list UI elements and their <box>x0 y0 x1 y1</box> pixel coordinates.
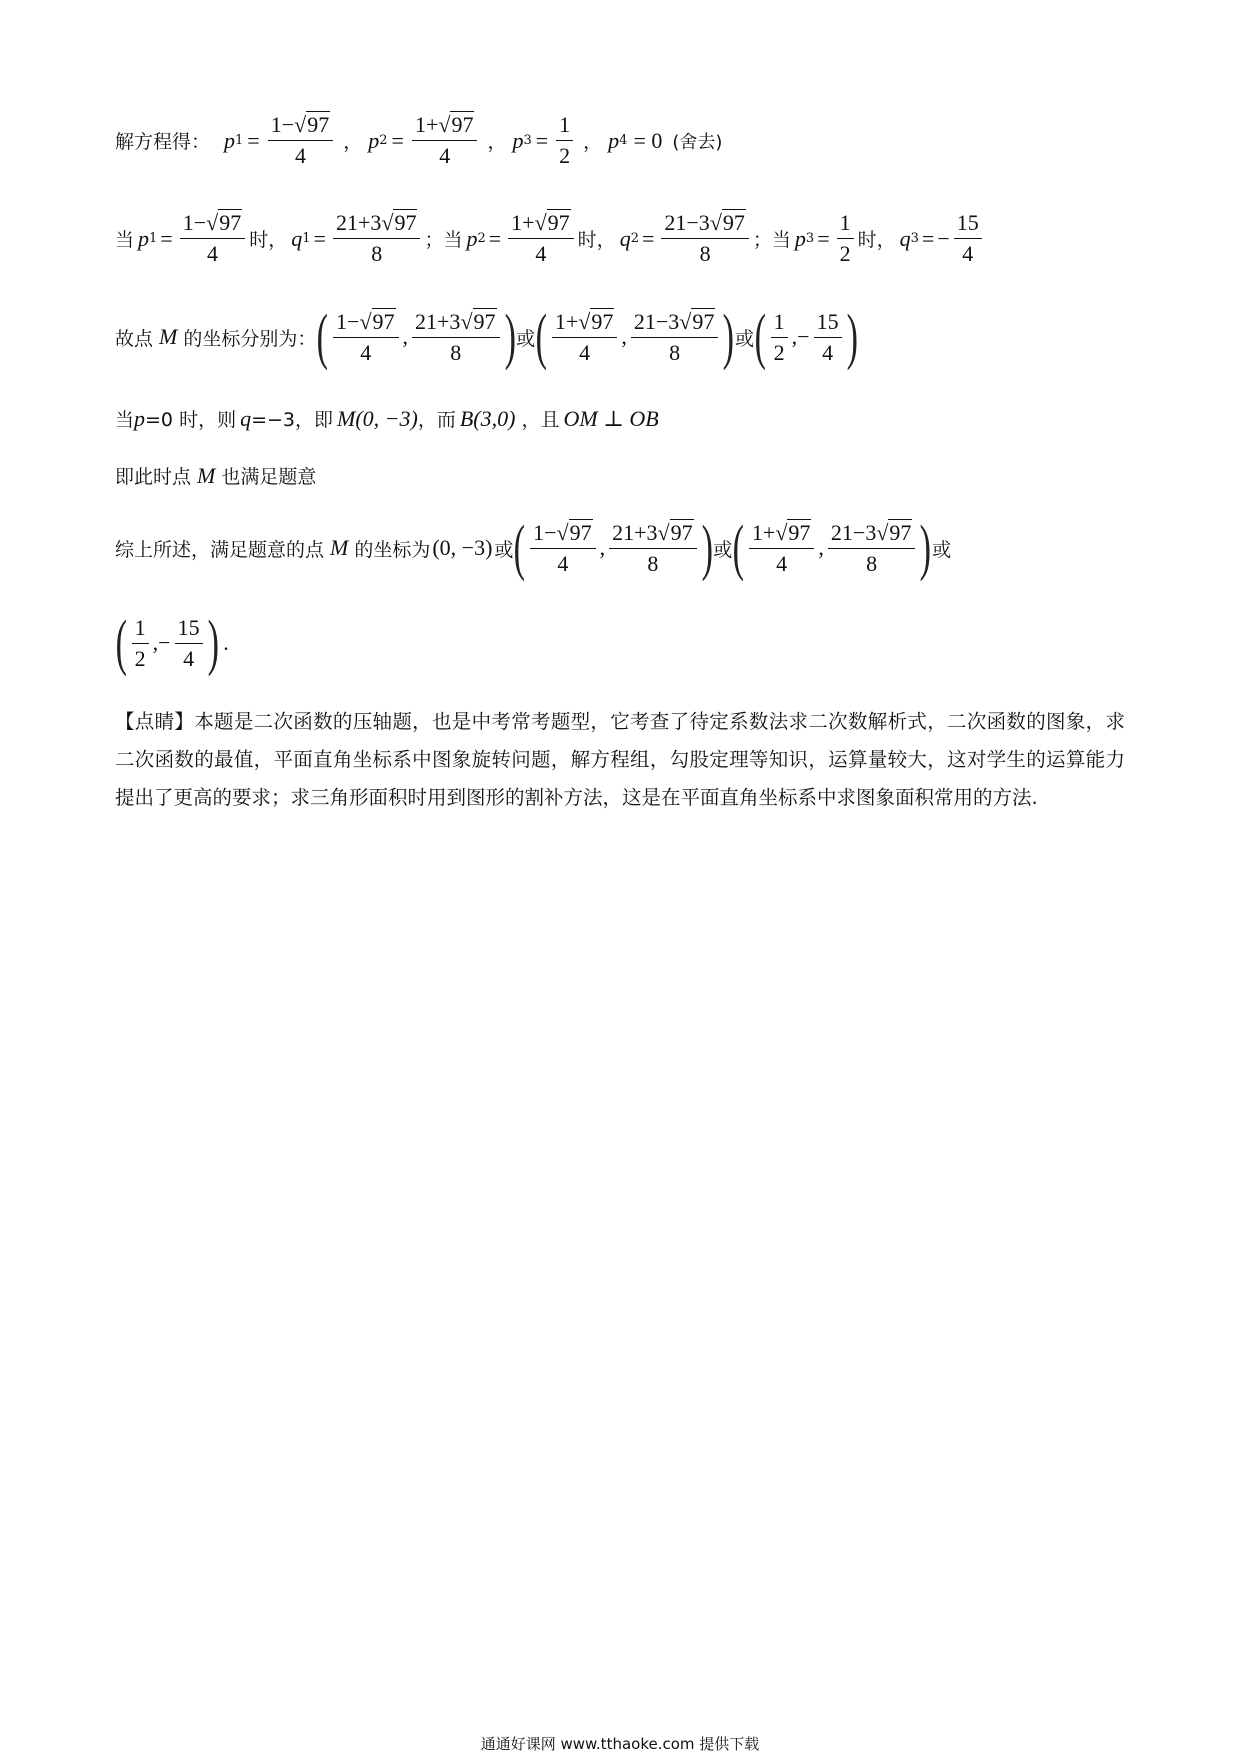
var-p3: p <box>512 127 524 153</box>
text-b: =0 时，则 <box>145 409 237 431</box>
fraction-c3x: $\frac{1}{2}$ <box>771 309 788 366</box>
paren-close: ) <box>920 514 932 582</box>
minus-sign: − <box>797 324 810 349</box>
comma: , <box>599 535 606 560</box>
fraction-f3: $\frac{1}{2}$ <box>837 210 854 267</box>
var-p: p <box>134 405 146 431</box>
fraction-c2x: $\frac{1+√97}{4}$ <box>749 520 815 577</box>
solution-line-7 <box>115 609 229 677</box>
fraction-c3y: $\frac{15}{4}$ <box>175 615 203 672</box>
equals: = <box>160 225 173 251</box>
var-M: M <box>197 462 216 488</box>
point-M: M(0, −3) <box>337 405 418 431</box>
paren-close: ) <box>504 303 516 371</box>
comma: ， <box>343 131 363 153</box>
text-when: 当 <box>771 229 791 251</box>
equals: = <box>817 225 830 251</box>
paren-open: ( <box>514 514 526 582</box>
paren-open: ( <box>115 609 128 677</box>
text-or: 或 <box>516 327 536 350</box>
minus-sign: − <box>937 225 950 251</box>
paren-close: ) <box>846 303 858 371</box>
text-time: 时， <box>857 229 896 251</box>
comma: , <box>818 535 824 560</box>
var-q3: q <box>899 225 911 251</box>
sub: 2 <box>477 231 486 246</box>
fraction-c1x: $\frac{1-√97}{4}$ <box>530 520 596 577</box>
fraction-f1: $\frac{1-√97}{4}$ <box>180 210 246 267</box>
point-B: B(3,0) <box>459 405 516 431</box>
fraction-g2: $\frac{21-3√97}{8}$ <box>661 210 749 267</box>
equals: = <box>247 127 260 153</box>
fraction-g3: $\frac{15}{4}$ <box>954 210 982 267</box>
point-origin: (0, −3) <box>432 535 493 560</box>
text-c: =−3，即 <box>251 409 334 431</box>
fraction-f2: $\frac{1+√97}{4}$ <box>508 210 574 267</box>
sub-1: 1 <box>235 133 244 148</box>
comma: , <box>621 324 627 349</box>
paren-open: ( <box>535 303 548 371</box>
fraction-g1: $\frac{21+3√97}{8}$ <box>333 210 421 267</box>
comma: ， <box>583 131 603 153</box>
fraction-c1x: $\frac{1-√97}{4}$ <box>333 309 399 366</box>
fraction-c1y: $\frac{21+3√97}{8}$ <box>609 520 697 577</box>
semicolon: ； <box>752 229 772 251</box>
page-footer: 通通好课网 www.tthaoke.com 提供下载 <box>480 1735 760 1753</box>
solution-line-5 <box>115 462 316 489</box>
fraction-p2: $\frac{1+√97}{4}$ <box>412 112 478 169</box>
text-d: ，而 <box>417 409 456 431</box>
equals: = <box>641 225 655 251</box>
sub-2: 2 <box>379 133 388 148</box>
paren-open: ( <box>317 303 329 371</box>
solution-line-6 <box>115 514 952 582</box>
comma: , <box>152 630 159 655</box>
fraction-c2x: $\frac{1+√97}{4}$ <box>552 309 618 366</box>
text-b: 也满足题意 <box>221 466 317 488</box>
text-when: 当 <box>443 229 463 251</box>
var-q2: q <box>619 225 631 251</box>
minus-sign: − <box>158 630 171 655</box>
sub-4: 4 <box>619 133 628 148</box>
text-or: 或 <box>735 327 755 350</box>
var-p1: p <box>224 127 236 153</box>
text-when: 当 <box>115 229 135 251</box>
var-p2: p <box>368 127 380 153</box>
paren-close: ) <box>207 609 219 677</box>
sub: 1 <box>149 231 158 246</box>
fraction-c2y: $\frac{21-3√97}{8}$ <box>828 520 916 577</box>
sub: 3 <box>805 231 815 246</box>
fraction-c3y: $\frac{15}{4}$ <box>814 309 842 366</box>
comma: , <box>791 324 798 349</box>
text-lead-b: 的坐标分别为： <box>183 327 317 350</box>
p4-value: = 0 <box>633 127 663 153</box>
var-p2: p <box>466 225 478 251</box>
paren-close: ) <box>701 514 713 582</box>
equals: = <box>535 127 549 153</box>
text-or: 或 <box>932 538 952 561</box>
var-M: M <box>330 535 349 560</box>
text-lead: 解方程得： <box>115 131 211 153</box>
var-p3: p <box>794 225 806 251</box>
text-or: 或 <box>494 538 514 561</box>
equals: = <box>921 225 935 251</box>
paren-close: ) <box>722 303 735 371</box>
solution-line-1 <box>115 112 722 169</box>
text-time: 时， <box>577 229 616 251</box>
sub: 1 <box>302 231 311 246</box>
text-a: 即此时点 <box>115 466 192 488</box>
solution-line-3 <box>115 303 858 371</box>
period: . <box>223 630 229 655</box>
var-M: M <box>159 324 178 349</box>
fraction-c2y: $\frac{21-3√97}{8}$ <box>631 309 719 366</box>
solution-line-2 <box>115 210 986 267</box>
text-b: 的坐标为 <box>354 538 431 561</box>
perp-statement: OM ⊥ OB <box>563 405 659 431</box>
text-a: 综上所述，满足题意的点 <box>115 538 325 561</box>
var-p1: p <box>138 225 150 251</box>
paren-open: ( <box>732 514 745 582</box>
fraction-p1: $\frac{1-√97}{4}$ <box>268 112 334 169</box>
fraction-c3x: $\frac{1}{2}$ <box>132 615 149 672</box>
sub: 2 <box>630 231 639 246</box>
paren-open: ( <box>754 303 767 371</box>
text-a: 当 <box>115 409 135 431</box>
text-or: 或 <box>713 538 733 561</box>
remark-paragraph: 【点睛】本题是二次函数的压轴题，也是中考常考题型，它考查了待定系数法求二次数解析式，二次函数的图象，求二次函数的最值，平面直角坐标系中图象旋转问题，解方程组，勾股定理等知识，运算量较大，这对学生的运算能力提出了更高的要求；求三角形面积时用到图形的割补方法，这是在平面直角坐标系中求图象面积常用的方法. <box>115 710 1125 809</box>
text-time: 时， <box>249 229 288 251</box>
fraction-c1y: $\frac{21+3√97}{8}$ <box>412 309 500 366</box>
equals: = <box>488 225 502 251</box>
var-p4: p <box>608 127 620 153</box>
discard-note: (舍去) <box>672 131 723 153</box>
comma: ， <box>487 131 507 153</box>
fraction-p3: $\frac{1}{2}$ <box>556 112 573 169</box>
equals: = <box>313 225 326 251</box>
comma: , <box>402 324 409 349</box>
solution-line-4 <box>115 405 659 432</box>
sub: 3 <box>910 231 919 246</box>
semicolon: ； <box>424 229 444 251</box>
text-e: ，且 <box>521 409 560 431</box>
equals: = <box>391 127 404 153</box>
var-q: q <box>240 405 252 431</box>
var-q1: q <box>291 225 303 251</box>
text-lead-a: 故点 <box>115 327 154 350</box>
sub-3: 3 <box>523 133 532 148</box>
